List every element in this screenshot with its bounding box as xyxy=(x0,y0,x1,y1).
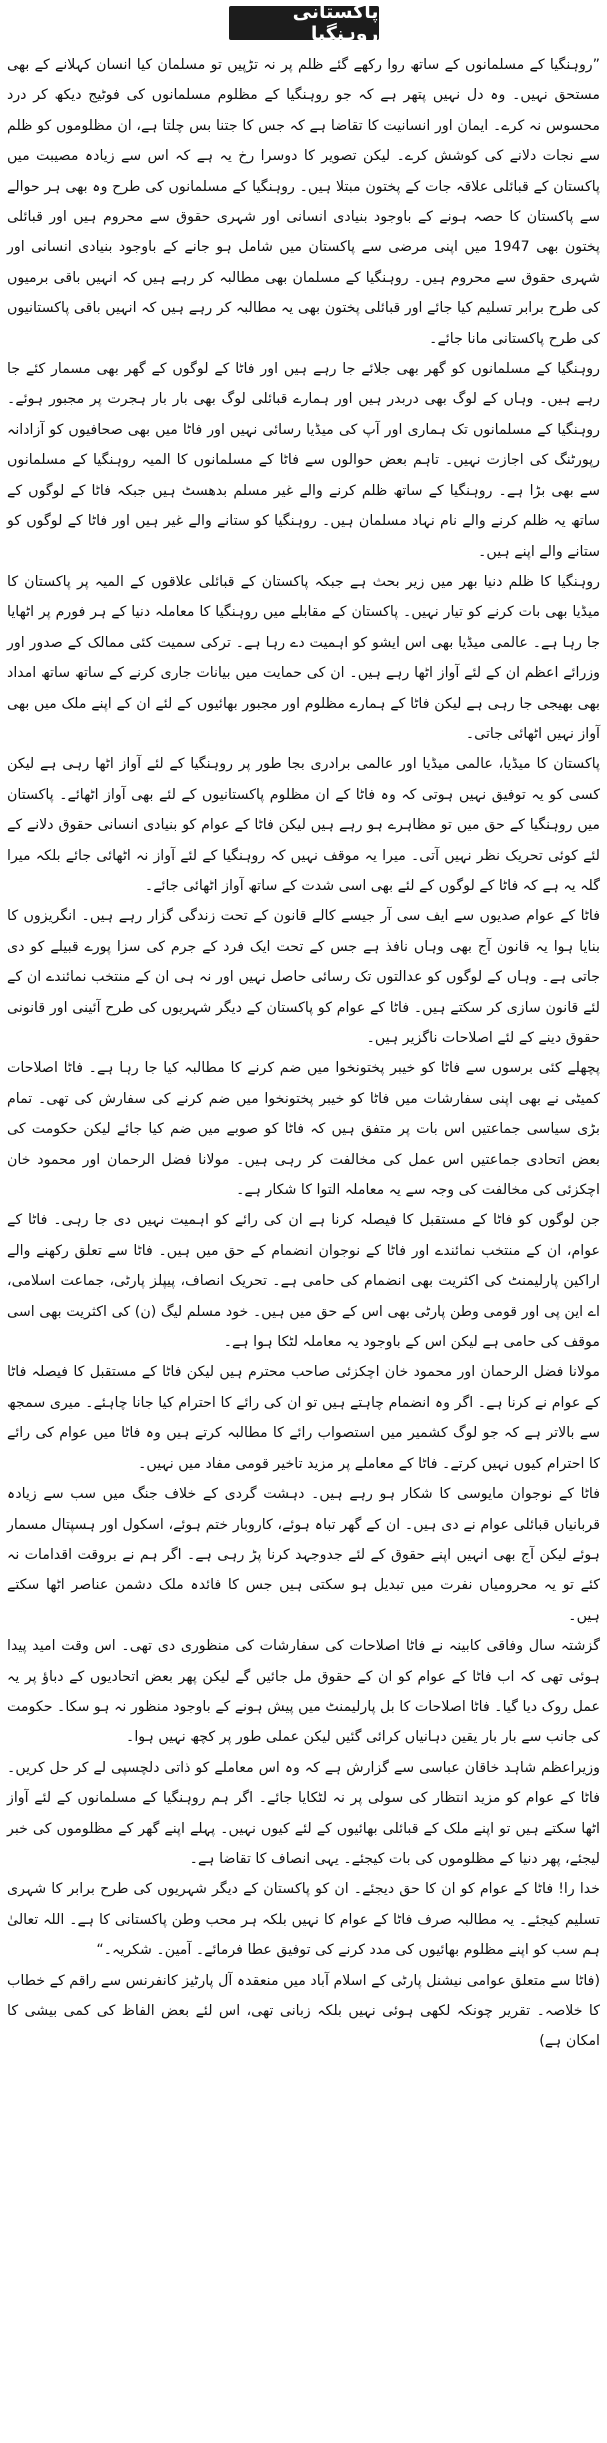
article-paragraph: فاٹا کے عوام صدیوں سے ایف سی آر جیسے کالے قانون کے تحت زندگی گزار رہے ہیں۔ انگریزوں کا بنایا ہوا یہ قانون آج بھی وہاں نافذ ہے جس کے تحت ایک فرد کے جرم کی سزا پورے قبیلے کو دی جاتی ہے۔ وہاں کے لوگوں کو عدالتوں تک رسائی حاصل نہیں اور نہ ہی ان کے منتخب نمائندے ان کے لئے قانون سازی کر سکتے ہیں۔ فاٹا کے عوام کو پاکستان کے دیگر شہریوں کی طرح آئینی اور قانونی حقوق دینے کے لئے اصلاحات ناگزیر ہیں۔ xyxy=(7,908,600,1046)
article-paragraph: پاکستان کا میڈیا، عالمی میڈیا اور عالمی برادری بجا طور پر روہنگیا کے لئے آواز اٹھا رہی ہے لیکن کسی کو یہ توفیق نہیں ہوتی کہ وہ فاٹا کے ان مظلوم پاکستانیوں کے لئے بھی آواز اٹھائے۔ پاکستان میں روہنگیا کے حق میں تو مظاہرے ہو رہے ہیں لیکن فاٹا کے عوام کو بنیادی انسانی حقوق دلانے کے لئے کوئی تحریک نظر نہیں آتی۔ میرا یہ موقف نہیں کہ روہنگیا کے لئے آواز نہ اٹھائی جائے بلکہ میرا گلہ یہ ہے کہ فاٹا کے لوگوں کے لئے بھی اسی شدت کے ساتھ آواز اٹھائی جائے۔ xyxy=(7,756,600,894)
article-footnote: (فاٹا سے متعلق عوامی نیشنل پارٹی کے اسلام آباد میں منعقدہ آل پارٹیز کانفرنس سے راقم کے خطاب کا خلاصہ۔ تقریر چونکہ لکھی ہوئی نہیں بلکہ زبانی تھی، اس لئے بعض الفاظ کی کمی بیشی کا امکان ہے) xyxy=(7,1972,600,2050)
article-paragraph: ”روہنگیا کے مسلمانوں کے ساتھ روا رکھے گئے ظلم پر نہ تڑپیں تو مسلمان کیا انسان کہلانے کے بھی مستحق نہیں۔ وہ دل نہیں پتھر ہے کہ جو روہنگیا کے مظلوم مسلمانوں کی فوٹیج دیکھ کر درد محسوس نہ کرے۔ ایمان اور انسانیت کا تقاضا ہے کہ جس کا جتنا بس چلتا ہے، ان مظلوموں کو ظلم سے نجات دلانے کی کوشش کرے۔ لیکن تصویر کا دوسرا رخ یہ ہے کہ اس سے زیادہ مصیبت میں پاکستان کے قبائلی علاقہ جات کے پختون مبتلا ہیں۔ روہنگیا کے مسلمانوں کی طرح وہ بھی ہر حوالے سے پاکستان کا حصہ ہونے کے باوجود بنیادی انسانی اور شہری حقوق سے محروم ہیں اور قبائلی پختون بھی 1947 میں اپنی مرضی سے پاکستان میں شامل ہو جانے کے باوجود بنیادی انسانی اور شہری حقوق سے محروم ہیں۔ روہنگیا کے مسلمان بھی مطالبہ کر رہے ہیں کہ انہیں باقی برمیوں کی طرح برابر تسلیم کیا جائے اور قبائلی پختون بھی یہ مطالبہ کر رہے ہیں کہ انہیں باقی پاکستانیوں کی طرح پاکستانی مانا جائے۔ xyxy=(7,57,600,347)
article-paragraph: روہنگیا کا ظلم دنیا بھر میں زیر بحث ہے جبکہ پاکستان کے قبائلی علاقوں کے المیہ پر پاکستان کا میڈیا بھی بات کرنے کو تیار نہیں۔ پاکستان کے مقابلے میں روہنگیا کا معاملہ دنیا کے ہر فورم پر اٹھایا جا رہا ہے۔ عالمی میڈیا بھی اس ایشو کو اہمیت دے رہا ہے۔ ترکی سمیت کئی ممالک کے صدور اور وزرائے اعظم ان کے لئے آواز اٹھا رہے ہیں۔ ان کی حمایت میں بیانات جاری کرنے کے ساتھ ساتھ امداد بھی بھیجی جا رہی ہے لیکن فاٹا کے ہمارے مظلوم اور مجبور بھائیوں کے لئے ان کے اپنے ملک میں بھی آواز نہیں اٹھائی جاتی۔ xyxy=(7,573,600,742)
article-title: پاکستانی روہنگیا xyxy=(229,6,379,40)
article-paragraph: گزشتہ سال وفاقی کابینہ نے فاٹا اصلاحات کی سفارشات کی منظوری دی تھی۔ اس وقت امید پیدا ہوئی تھی کہ اب فاٹا کے عوام کو ان کے حقوق مل جائیں گے لیکن پھر بعض اتحادیوں کے دباؤ پر یہ عمل روک دیا گیا۔ فاٹا اصلاحات کا بل پارلیمنٹ میں پیش ہونے کے باوجود منظور نہ ہو سکا۔ حکومت کی جانب سے بار بار یقین دہانیاں کرائی گئیں لیکن عملی طور پر کچھ نہیں ہوا۔ xyxy=(7,1638,600,1746)
article-paragraph: پچھلے کئی برسوں سے فاٹا کو خیبر پختونخوا میں ضم کرنے کا مطالبہ کیا جا رہا ہے۔ فاٹا اصلاحات کمیٹی نے بھی اپنی سفارشات میں فاٹا کو خیبر پختونخوا میں ضم کرنے کی سفارش کی تھی۔ تمام بڑی سیاسی جماعتیں اس بات پر متفق ہیں کہ فاٹا کو صوبے میں ضم کیا جائے لیکن حکومت کی بعض اتحادی جماعتیں اس عمل کی مخالفت کر رہی ہیں۔ مولانا فضل الرحمان اور محمود خان اچکزئی کی مخالفت کی وجہ سے یہ معاملہ التوا کا شکار ہے۔ xyxy=(7,1060,600,1199)
article-paragraph: فاٹا کے نوجوان مایوسی کا شکار ہو رہے ہیں۔ دہشت گردی کے خلاف جنگ میں سب سے زیادہ قربانیاں قبائلی عوام نے دی ہیں۔ ان کے گھر تباہ ہوئے، کاروبار ختم ہوئے، اسکول اور ہسپتال مسمار ہوئے لیکن آج بھی انہیں اپنے حقوق کے لئے جدوجہد کرنا پڑ رہی ہے۔ اگر ہم نے بروقت اقدامات نہ کئے تو یہ محرومیاں نفرت میں تبدیل ہو سکتی ہیں جس کا فائدہ ملک دشمن عناصر اٹھا سکتے ہیں۔ xyxy=(7,1486,600,1624)
article-paragraph: مولانا فضل الرحمان اور محمود خان اچکزئی صاحب محترم ہیں لیکن فاٹا کے مستقبل کا فیصلہ فاٹا کے عوام نے کرنا ہے۔ اگر وہ انضمام چاہتے ہیں تو ان کی رائے کا احترام کیا جانا چاہئے۔ میری سمجھ سے بالاتر ہے کہ جو لوگ کشمیر میں استصواب رائے کا مطالبہ کرتے ہیں وہ فاٹا میں عوام کی رائے کا احترام کیوں نہیں کرتے۔ فاٹا کے معاملے پر مزید تاخیر قومی مفاد میں نہیں۔ xyxy=(7,1364,600,1472)
article-paragraph: وزیراعظم شاہد خاقان عباسی سے گزارش ہے کہ وہ اس معاملے کو ذاتی دلچسپی لے کر حل کریں۔ فاٹا کے عوام کو مزید انتظار کی سولی پر نہ لٹکایا جائے۔ اگر ہم روہنگیا کے مسلمانوں کے لئے آواز اٹھا سکتے ہیں تو اپنے ملک کے قبائلی بھائیوں کے لئے کیوں نہیں۔ پہلے اپنے گھر کے مظلوموں کی خبر لیجئے، پھر دنیا کے مظلوموں کی بات کیجئے۔ یہی انصاف کا تقاضا ہے۔ xyxy=(7,1759,600,1867)
article-paragraph: روہنگیا کے مسلمانوں کو گھر بھی جلائے جا رہے ہیں اور فاٹا کے لوگوں کے گھر بھی مسمار کئے جا رہے ہیں۔ وہاں کے لوگ بھی دربدر ہیں اور ہمارے قبائلی لوگ بھی بار بار ہجرت پر مجبور ہوئے۔ روہنگیا کے مسلمانوں تک ہماری اور آپ کی میڈیا رسائی نہیں اور فاٹا میں بھی صحافیوں کو آزادانہ رپورٹنگ کی اجازت نہیں۔ تاہم بعض حوالوں سے فاٹا کے مسلمانوں کا المیہ روہنگیا کے مسلمانوں سے بھی بڑا ہے۔ روہنگیا کے ساتھ ظلم کرنے والے غیر مسلم بدھسٹ ہیں جبکہ فاٹا کے لوگوں کے ساتھ یہ ظلم کرنے والے نام نہاد مسلمان ہیں۔ روہنگیا کو ستانے والے غیر ہیں اور فاٹا کے لوگوں کو ستانے والے اپنے ہیں۔ xyxy=(7,361,600,560)
article-body xyxy=(5,50,602,1966)
article-paragraph: جن لوگوں کو فاٹا کے مستقبل کا فیصلہ کرنا ہے ان کی رائے کو اہمیت نہیں دی جا رہی۔ فاٹا کے عوام، ان کے منتخب نمائندے اور فاٹا کے نوجوان انضمام کے حق میں ہیں۔ فاٹا سے تعلق رکھنے والے اراکین پارلیمنٹ کی اکثریت بھی انضمام کی حامی ہے۔ تحریک انصاف، پیپلز پارٹی، جماعت اسلامی، اے این پی اور قومی وطن پارٹی بھی اس کے حق میں ہیں۔ خود مسلم لیگ (ن) کی اکثریت بھی اسی موقف کی حامی ہے لیکن اس کے باوجود یہ معاملہ لٹکا ہوا ہے۔ xyxy=(7,1212,600,1351)
page xyxy=(0,1,607,2443)
article-paragraph: خدا را! فاٹا کے عوام کو ان کا حق دیجئے۔ ان کو پاکستان کے دیگر شہریوں کی طرح برابر کا شہری تسلیم کیجئے۔ یہ مطالبہ صرف فاٹا کے عوام کا نہیں بلکہ ہر محب وطن پاکستانی کا ہے۔ اللہ تعالیٰ ہم سب کو اپنے مظلوم بھائیوں کی مدد کرنے کی توفیق عطا فرمائے۔ آمین۔ شکریہ۔“ xyxy=(7,1881,600,1959)
